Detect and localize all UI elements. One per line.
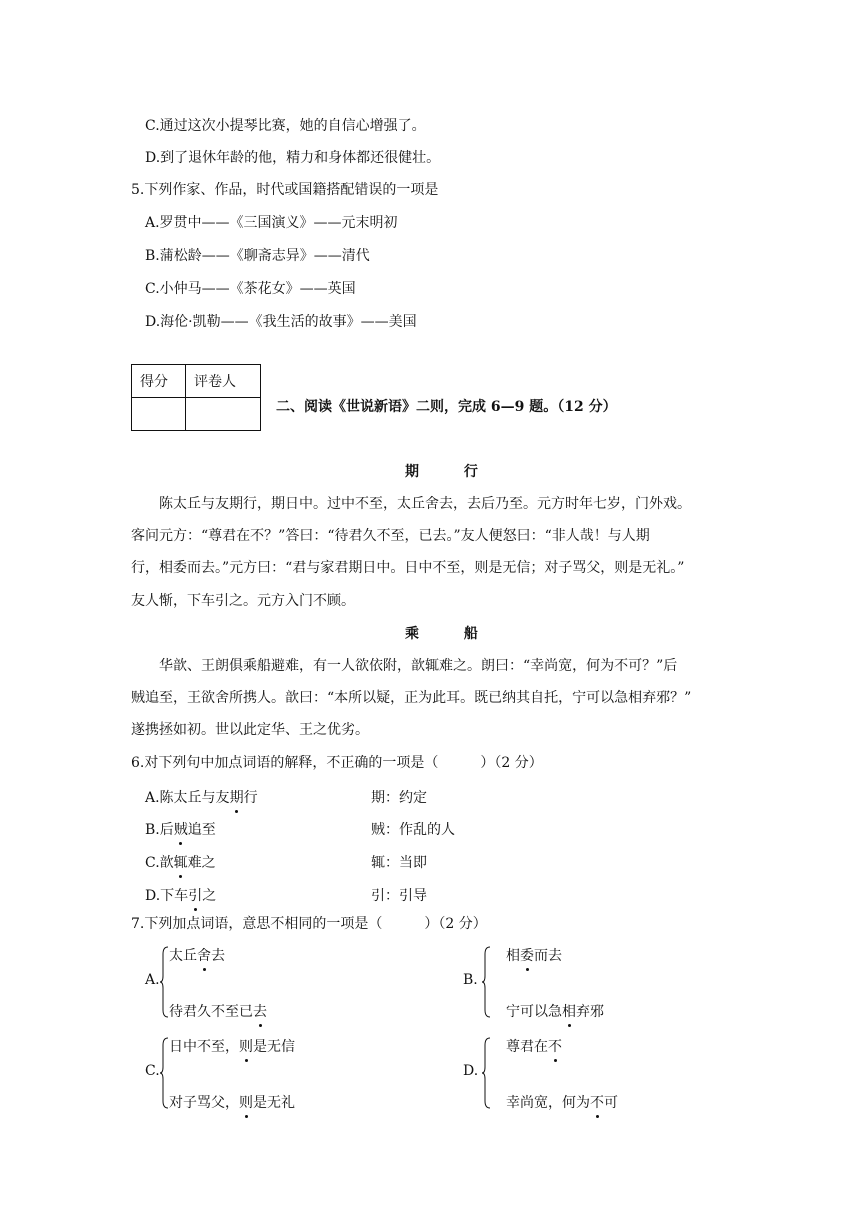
q6-b-dotted-word: 贼	[173, 822, 188, 838]
passage-1-line: 行，相委而去。”元方曰：“君与家君期日中。日中不至，则是无信；对子骂父，则是无礼。”	[131, 560, 685, 576]
prev-option-c: C.通过这次小提琴比赛，她的自信心增强了。	[145, 118, 426, 134]
grader-label: 评卷人	[186, 365, 261, 398]
passage-2-line: 华歆、王朗俱乘船避难，有一人欲依附，歆辄难之。朗曰：“幸尚宽，何为不可？”后	[159, 658, 678, 674]
q7-d2-pre: 幸尚宽，何为	[506, 1095, 590, 1111]
q7-b2-post: 弃邪	[576, 1004, 604, 1020]
q7-a1-dotted-word: 舍	[197, 948, 211, 964]
q6-b-pre: B.后	[145, 822, 174, 838]
q6-option-d	[145, 886, 216, 906]
q7-c2-pre: 对子骂父，	[169, 1095, 239, 1111]
q6-option-b	[145, 820, 216, 840]
q6-d-post: 之	[202, 888, 217, 904]
q7-b2-dotted-word: 相	[562, 1004, 576, 1020]
q7-a2-pre: 待君久不至已	[169, 1004, 253, 1020]
q6-option-a	[145, 788, 258, 808]
q7-d1-pre: 尊君在	[506, 1039, 548, 1055]
grader-cell	[186, 398, 261, 431]
q7-c2-post: 是无礼	[253, 1095, 295, 1111]
q7-b-label: B.	[463, 972, 478, 988]
q7-a1-post: 去	[211, 948, 225, 964]
q7-a-line-1	[169, 946, 225, 966]
q6-b-explanation: 贼：作乱的人	[371, 822, 455, 838]
q7-b2-pre: 宁可以急	[506, 1004, 562, 1020]
passage-2-title: 乘 船	[405, 626, 498, 642]
q7-c1-post: 是无信	[253, 1039, 295, 1055]
passage-2-line: 遂携拯如初。世以此定华、王之优劣。	[131, 722, 369, 738]
q6-c-pre: C.歆	[145, 855, 174, 871]
passage-1-line: 友人惭，下车引之。元方入门不顾。	[131, 593, 355, 609]
q7-a-brace	[159, 946, 169, 1018]
q7-b1-post: 而去	[534, 948, 562, 964]
q7-b-line-2	[506, 1002, 604, 1022]
q7-c-brace	[159, 1037, 169, 1109]
q6-a-pre: A.陈太丘与友	[145, 790, 230, 806]
q7-c-label: C.	[145, 1063, 160, 1079]
q5-option-b: B.蒲松龄——《聊斋志异》——清代	[145, 248, 370, 264]
q7-a-label: A.	[145, 972, 160, 988]
q7-c1-dotted-word: 则	[239, 1039, 253, 1055]
q6-d-dotted-word: 引	[188, 888, 203, 904]
q5-option-a: A.罗贯中——《三国演义》——元末明初	[145, 215, 398, 231]
q7-b1-pre: 相	[506, 948, 520, 964]
q7-b-brace	[481, 946, 491, 1018]
q7-d-label: D.	[463, 1063, 479, 1079]
passage-1-line: 客问元方：“尊君在不？”答曰：“待君久不至，已去。”友人便怒曰：“非人哉！与人期	[131, 528, 650, 544]
q6-c-dotted-word: 辄	[173, 855, 188, 871]
q5-stem: 5.下列作家、作品，时代或国籍搭配错误的一项是	[131, 182, 439, 198]
q5-option-d: D.海伦·凯勒——《我生活的故事》——美国	[145, 314, 417, 330]
q6-c-post: 难之	[187, 855, 216, 871]
passage-2-line: 贼追至，王欲舍所携人。歆曰：“本所以疑，正为此耳。既已纳其自托，宁可以急相弃邪？”	[131, 690, 692, 706]
q7-b1-dotted-word: 委	[520, 948, 534, 964]
q7-d-line-1	[506, 1037, 562, 1057]
q7-a2-dotted-word: 去	[253, 1004, 267, 1020]
passage-1-line: 陈太丘与友期行，期日中。过中不至，太丘舍去，去后乃至。元方时年七岁，门外戏。	[159, 496, 691, 512]
passage-1-title: 期 行	[405, 464, 498, 480]
q6-c-explanation: 辄：当即	[371, 855, 427, 871]
q7-a-line-2	[169, 1002, 267, 1022]
q6-a-post: 行	[243, 790, 258, 806]
q5-option-c: C.小仲马——《茶花女》——英国	[145, 281, 356, 297]
q7-c-line-2	[169, 1093, 295, 1113]
q7-c2-dotted-word: 则	[239, 1095, 253, 1111]
q7-stem: 7.下列加点词语，意思不相同的一项是（ ）（2 分）	[131, 916, 487, 932]
q7-d2-dotted-word: 不	[590, 1095, 604, 1111]
q7-d-line-2	[506, 1093, 618, 1113]
score-cell	[132, 398, 186, 431]
q7-d2-post: 可	[604, 1095, 618, 1111]
q6-a-dotted-word: 期	[229, 790, 244, 806]
q6-a-explanation: 期：约定	[371, 790, 427, 806]
section-2-heading: 二、阅读《世说新语》二则，完成 6—9 题。（12 分）	[276, 399, 617, 415]
q7-b-line-1	[506, 946, 562, 966]
q6-option-c	[145, 853, 216, 873]
q7-d1-dotted-word: 不	[548, 1039, 562, 1055]
score-label: 得分	[132, 365, 186, 398]
q7-a1-pre: 太丘	[169, 948, 197, 964]
q6-stem: 6.对下列句中加点词语的解释，不正确的一项是（ ）（2 分）	[131, 755, 543, 771]
score-box	[131, 364, 261, 431]
q7-c1-pre: 日中不至，	[169, 1039, 239, 1055]
q6-d-pre: D.下车	[145, 888, 189, 904]
q7-c-line-1	[169, 1037, 295, 1057]
q6-b-post: 追至	[187, 822, 216, 838]
q6-d-explanation: 引：引导	[371, 888, 427, 904]
prev-option-d: D.到了退休年龄的他，精力和身体都还很健壮。	[145, 150, 441, 166]
q7-d-brace	[481, 1037, 491, 1109]
